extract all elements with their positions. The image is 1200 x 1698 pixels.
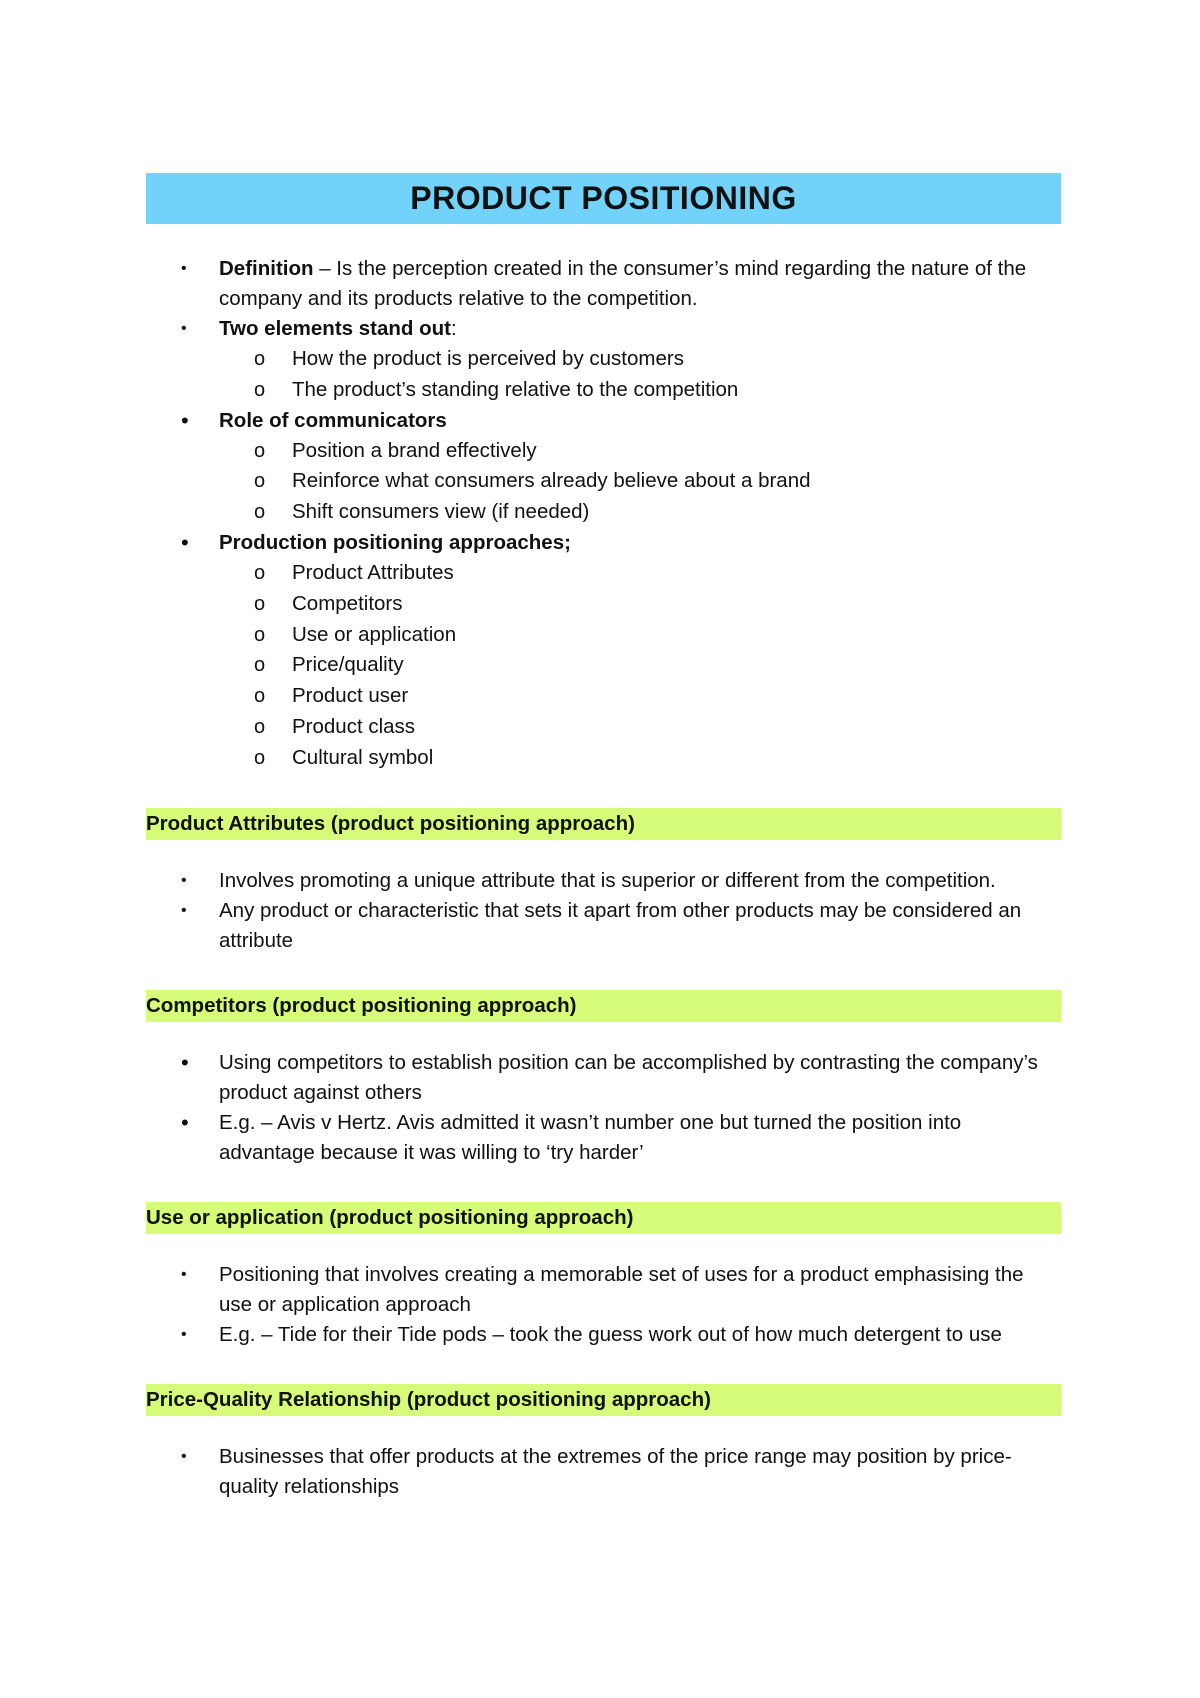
- section-list: [146, 1048, 1061, 1168]
- bullet-icon: •: [181, 320, 187, 337]
- list-item: [146, 1108, 1061, 1168]
- list-item-two-elements: [146, 314, 1061, 344]
- list-item: [146, 896, 1061, 956]
- subitem-text: Product Attributes: [292, 560, 454, 584]
- section-heading-price-quality: Price-Quality Relationship (product positioning approach): [146, 1384, 1061, 1416]
- item-text: Using competitors to establish position can be accomplished by contrasting the company’s product against others: [219, 1050, 1038, 1104]
- bullet-icon: •: [181, 1049, 189, 1075]
- list-item-definition: [146, 254, 1061, 314]
- circle-bullet-icon: o: [254, 685, 266, 708]
- definition-text: – Is the perception created in the consumer’s mind regarding the nature of the company and its products relative to the competition.: [219, 257, 1027, 310]
- circle-bullet-icon: o: [254, 715, 266, 738]
- item-text: Involves promoting a unique attribute that is superior or different from the competition.: [219, 868, 996, 892]
- list-subitem: [146, 375, 1061, 406]
- bullet-icon: •: [181, 1109, 189, 1135]
- circle-bullet-icon: o: [254, 592, 266, 615]
- bullet-icon: •: [181, 529, 189, 555]
- list-item: [146, 1260, 1061, 1320]
- subitem-text: Use or application: [292, 622, 457, 646]
- subitem-text: Product user: [292, 684, 409, 708]
- subitem-text: Cultural symbol: [292, 745, 434, 769]
- list-subitem: [146, 466, 1061, 497]
- bullet-icon: •: [181, 871, 187, 889]
- role-label: Role of communicators: [219, 408, 447, 432]
- list-subitem: [146, 344, 1061, 375]
- subitem-text: Price/quality: [292, 653, 404, 677]
- bullet-icon: •: [181, 1447, 187, 1465]
- section-heading-competitors: Competitors (product positioning approach): [146, 990, 1061, 1022]
- list-subitem: [146, 712, 1061, 743]
- two-elements-suffix: :: [450, 317, 457, 340]
- bullet-icon: •: [181, 901, 187, 919]
- list-item: [146, 1442, 1061, 1502]
- list-item-role: [146, 406, 1061, 436]
- bullet-icon: •: [181, 260, 187, 277]
- list-item: [146, 866, 1061, 896]
- list-item: [146, 1320, 1061, 1350]
- circle-bullet-icon: o: [254, 501, 266, 524]
- bullet-icon: •: [181, 1265, 187, 1283]
- subitem-text: Position a brand effectively: [292, 438, 537, 462]
- section-list: [146, 1260, 1061, 1350]
- approaches-label: Production positioning approaches;: [219, 530, 571, 554]
- section-list: [146, 1442, 1061, 1502]
- item-text: E.g. – Avis v Hertz. Avis admitted it wasn’t number one but turned the position into advantage because it was willing to ‘try harder’: [219, 1110, 962, 1164]
- subitem-text: Product class: [292, 714, 416, 738]
- circle-bullet-icon: o: [254, 439, 266, 462]
- page-title: PRODUCT POSITIONING: [146, 173, 1061, 224]
- circle-bullet-icon: o: [254, 623, 266, 646]
- list-subitem: [146, 589, 1061, 620]
- intro-list: [146, 254, 1061, 774]
- subitem-text: How the product is perceived by customers: [292, 347, 684, 370]
- list-subitem: [146, 743, 1061, 774]
- circle-bullet-icon: o: [254, 561, 266, 584]
- circle-bullet-icon: o: [254, 348, 266, 370]
- list-subitem: [146, 620, 1061, 651]
- bullet-icon: •: [181, 1325, 187, 1343]
- circle-bullet-icon: o: [254, 654, 266, 677]
- item-text: Any product or characteristic that sets it apart from other products may be considered an attribute: [219, 898, 1022, 952]
- list-subitem: [146, 436, 1061, 467]
- two-elements-label: Two elements stand out: [219, 317, 451, 340]
- circle-bullet-icon: o: [254, 746, 266, 769]
- circle-bullet-icon: o: [254, 378, 266, 401]
- item-text: Positioning that involves creating a memorable set of uses for a product emphasising the use or application approach: [219, 1262, 1024, 1316]
- list-subitem: [146, 650, 1061, 681]
- circle-bullet-icon: o: [254, 470, 266, 493]
- section-heading-product-attributes: Product Attributes (product positioning approach): [146, 808, 1061, 840]
- subitem-text: Reinforce what consumers already believe about a brand: [292, 469, 811, 493]
- section-list: [146, 866, 1061, 956]
- definition-label: Definition: [219, 257, 314, 280]
- subitem-text: Competitors: [292, 591, 403, 615]
- item-text: Businesses that offer products at the extremes of the price range may position by price-quality relationships: [219, 1444, 1012, 1498]
- item-text: E.g. – Tide for their Tide pods – took the guess work out of how much detergent to use: [219, 1322, 1002, 1346]
- bullet-icon: •: [181, 407, 189, 433]
- subitem-text: The product’s standing relative to the competition: [292, 377, 739, 401]
- list-subitem: [146, 681, 1061, 712]
- list-item: [146, 1048, 1061, 1108]
- section-heading-use-or-application: Use or application (product positioning approach): [146, 1202, 1061, 1234]
- subitem-text: Shift consumers view (if needed): [292, 500, 590, 524]
- list-subitem: [146, 558, 1061, 589]
- document-page: [146, 173, 1061, 1502]
- list-item-approaches: [146, 528, 1061, 558]
- list-subitem: [146, 497, 1061, 528]
